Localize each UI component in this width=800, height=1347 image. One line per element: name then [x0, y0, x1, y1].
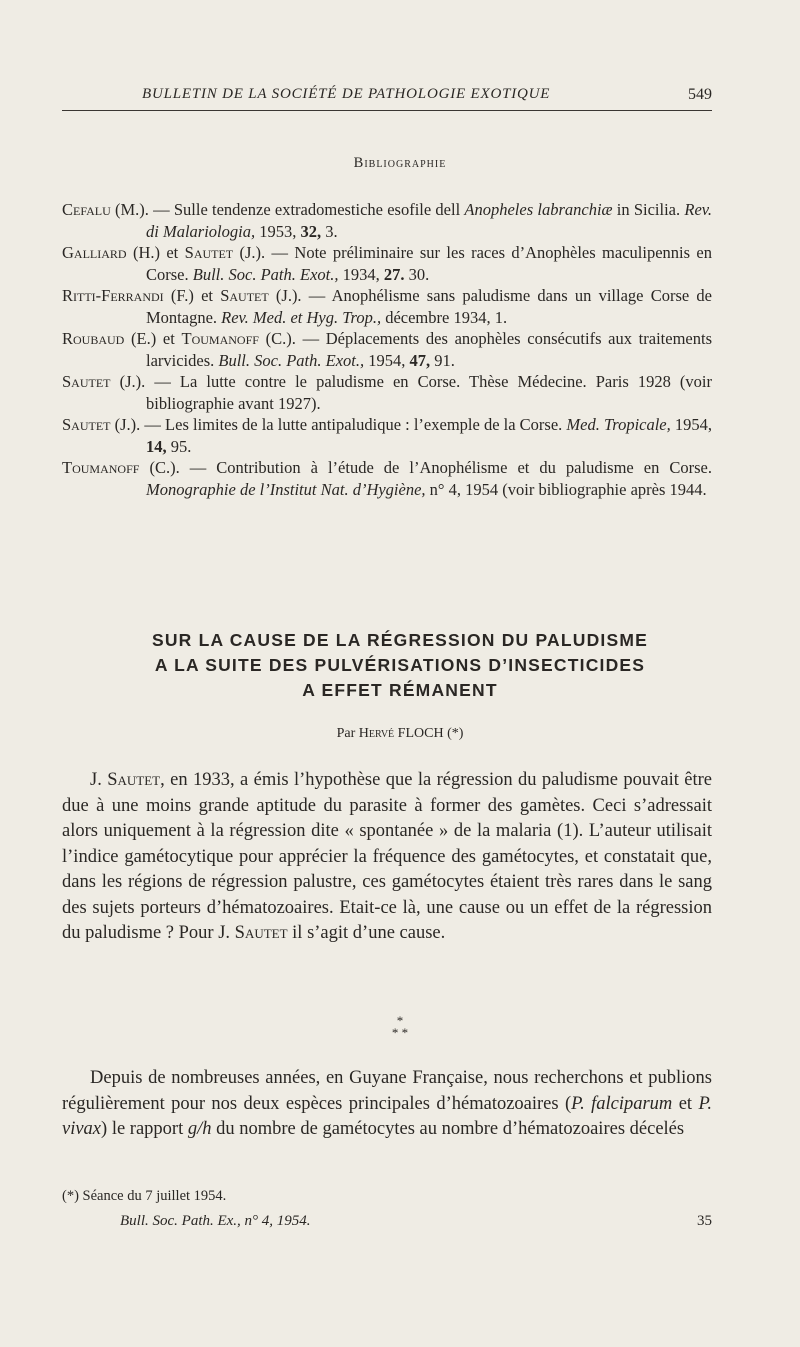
- reference-author: Sautet: [184, 243, 234, 262]
- article-title-line: A EFFET RÉMANENT: [302, 680, 498, 700]
- reference-item: Cefalu (M.). — Sulle tendenze extradomestiche esofile dell Anopheles labranchiæ in Sicilia. Rev. di Malariologia, 1953, 32, 3.: [62, 200, 712, 241]
- reference-author: Toumanoff: [62, 458, 140, 477]
- reference-author: Galliard: [62, 243, 127, 262]
- author-byline: Par Hervé FLOCH (*): [336, 726, 464, 741]
- reference-item: Toumanoff (C.). — Contribution à l’étude de l’Anophélisme et du paludisme en Corse. Monographie de l’Institut Nat. d’Hygiène, n° 4, 1954 (voir bibliographie après 1944.: [62, 458, 712, 499]
- reference-author: Toumanoff: [181, 329, 259, 348]
- bibliography-list: [62, 199, 712, 500]
- bibliography-heading: Bibliographie: [353, 155, 447, 171]
- section-asterism: * * *: [391, 1013, 409, 1040]
- running-header: [62, 84, 712, 114]
- reference-author: Ritti-Ferrandi: [62, 286, 164, 305]
- reference-item: Galliard (H.) et Sautet (J.). — Note préliminaire sur les races d’Anophèles maculipennis en Corse. Bull. Soc. Path. Exot., 1934, 27. 30.: [62, 243, 712, 284]
- reference-author: Sautet: [62, 372, 111, 391]
- footnote: (*) Séance du 7 juillet 1954.: [62, 1188, 227, 1204]
- reference-item: Sautet (J.). — La lutte contre le paludisme en Corse. Thèse Médecine. Paris 1928 (voir bibliographie avant 1927).: [62, 372, 712, 413]
- reference-author: Roubaud: [62, 329, 125, 348]
- reference-item: Sautet (J.). — Les limites de la lutte antipaludique : l’exemple de la Corse. Med. Tropicale, 1954, 14, 95.: [62, 415, 713, 456]
- header-rule: [62, 110, 712, 111]
- page-number: 549: [688, 86, 712, 103]
- reference-item: Ritti-Ferrandi (F.) et Sautet (J.). — Anophélisme sans paludisme dans un village Corse de Montagne. Rev. Med. et Hyg. Trop., décembre 1934, 1.: [62, 286, 712, 327]
- body-paragraph: J. Sautet, en 1933, a émis l’hypothèse que la régression du paludisme pouvait être due à une moins grande aptitude du parasite à former des gamètes. Ceci s’adressait alors uniquement à la régression dite « spontanée » de la malaria (1). L’auteur utilisait l’indice gamétocytique pour apprécier la fréquence des gamétocytes, et constatait que, dans les régions de régression palustre, ces gamétocytes étaient très rares dans le sang des sujets porteurs d’hématozoaires. Etait-ce là, une cause ou un effet de la régression du paludisme ? Pour J. Sautet il s’agit d’une cause.: [62, 770, 712, 943]
- body-paragraph: Depuis de nombreuses années, en Guyane Française, nous recherchons et publions régulièrement pour nos deux espèces principales d’hématozoaires (P. falciparum et P. vivax) le rapport g/h du nombre de gamétocytes au nombre d’hématozoaires décelés: [62, 1068, 712, 1139]
- article-title-line: A LA SUITE DES PULVÉRISATIONS D’INSECTICIDES: [154, 655, 646, 675]
- reference-item: Roubaud (E.) et Toumanoff (C.). — Déplacements des anophèles consécutifs aux traitements larvicides. Bull. Soc. Path. Exot., 1954, 47, 91.: [62, 329, 712, 370]
- footer-citation: Bull. Soc. Path. Ex., n° 4, 1954.: [120, 1213, 311, 1229]
- sheet-number: 35: [697, 1213, 712, 1229]
- reference-author: Sautet: [62, 415, 111, 434]
- page-footer: [62, 1213, 712, 1235]
- article-title-line: SUR LA CAUSE DE LA RÉGRESSION DU PALUDISME: [151, 630, 649, 650]
- reference-author: Sautet: [220, 286, 269, 305]
- article-title: [0, 628, 800, 703]
- running-title: BULLETIN DE LA SOCIÉTÉ DE PATHOLOGIE EXOTIQUE: [142, 86, 551, 102]
- reference-author: Cefalu: [62, 200, 111, 219]
